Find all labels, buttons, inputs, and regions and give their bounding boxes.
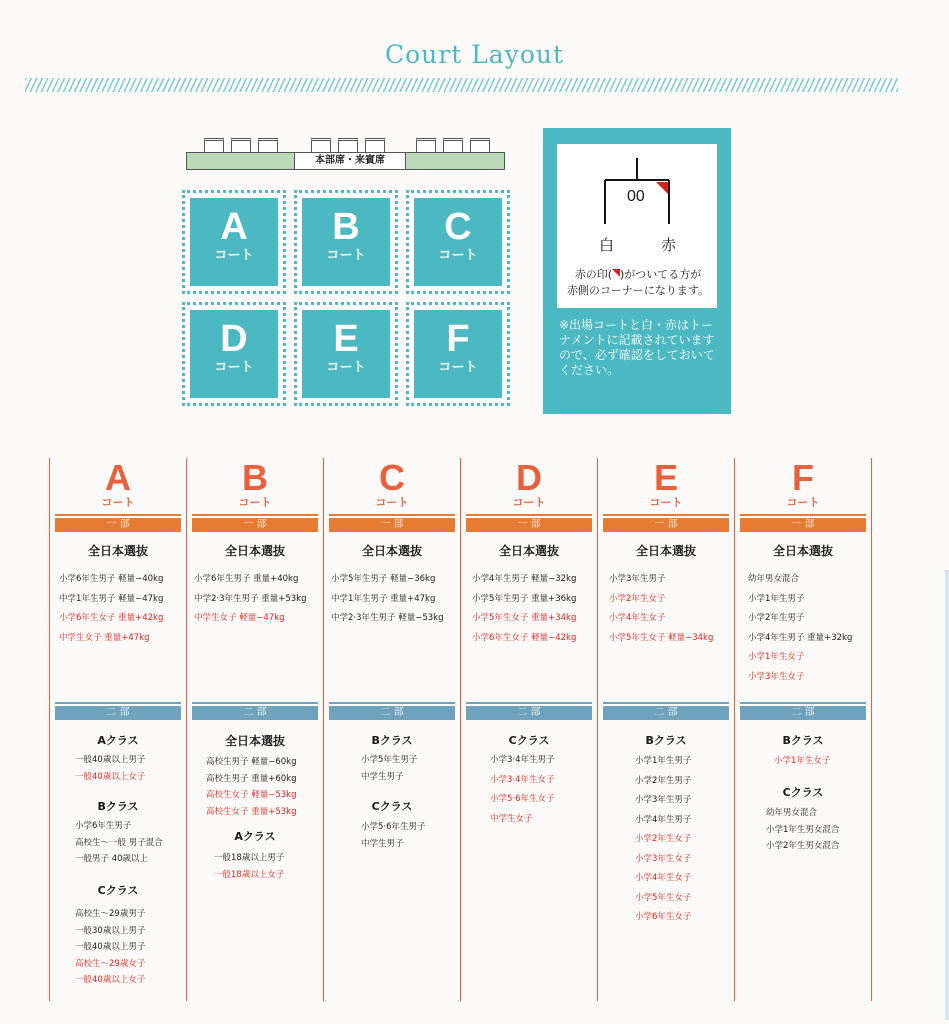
list-item: 中学生女子 重量+47kg — [59, 632, 150, 643]
class-title: Bクラス — [97, 800, 139, 813]
list-item: 一般30歳以上男子 — [75, 925, 146, 936]
info-note: ※出場コートと白・赤はトーナメントに記載されていますので、必ず確認をしておいてください。 — [559, 318, 715, 377]
column-letter: D — [516, 457, 542, 498]
chair-icon — [231, 138, 251, 153]
class-title: Cクラス — [371, 800, 413, 813]
part2-items — [490, 751, 616, 829]
part2-items — [766, 805, 892, 855]
column-f — [740, 458, 866, 1001]
list-item: 高校生男子 軽量−60kg — [206, 757, 297, 767]
court-c-mat — [414, 198, 502, 286]
list-item: 小学2年生女子 — [609, 593, 666, 604]
page-title: Court Layout — [384, 40, 565, 69]
column-divider — [460, 458, 461, 1001]
column-b — [192, 458, 318, 1001]
part1-title: 全日本選抜 — [498, 544, 559, 558]
list-item: 小学2年生女子 — [635, 834, 692, 844]
list-item: 中学1年生男子 重量+47kg — [331, 593, 436, 604]
column-d — [466, 458, 592, 1001]
part2-bar: 二 部 — [192, 704, 318, 720]
court-sub: コート — [326, 359, 366, 374]
list-item: 中学2·3年生男子 軽量−53kg — [331, 613, 444, 623]
chair-icon — [443, 138, 463, 153]
column-letter: A — [105, 457, 131, 498]
list-item: 小学5年生男子 軽量−36kg — [331, 574, 436, 584]
part1-bar: 一 部 — [192, 516, 318, 532]
part1-bar: 一 部 — [55, 516, 181, 532]
part1-items — [59, 570, 185, 648]
list-item: 小学4年生男子 重量+32kg — [748, 632, 853, 643]
list-item: 小学3年生女子 — [635, 853, 692, 864]
column-letter: E — [653, 457, 678, 498]
list-item: 小学5年生女子 軽量−34kg — [609, 632, 714, 643]
list-item: 小学6年生男子 — [75, 821, 132, 831]
list-item: 一般40歳以上男子 — [75, 755, 146, 765]
part2-bar: 二 部 — [466, 704, 592, 720]
info-box — [543, 128, 731, 414]
court-c — [406, 190, 510, 294]
part1-bar: 一 部 — [740, 516, 866, 532]
part1-title: 全日本選抜 — [224, 544, 285, 558]
list-item: 高校生〜29歳女子 — [75, 958, 146, 969]
white-side-label: 白 — [599, 236, 615, 254]
class-title: Cクラス — [508, 734, 550, 747]
court-sub: コート — [214, 359, 254, 374]
part2-items — [206, 754, 332, 820]
list-item: 小学3年生男子 — [609, 574, 666, 584]
court-letter: F — [446, 318, 470, 360]
class-title: 全日本選抜 — [224, 734, 285, 748]
list-item: 小学2年生男子 — [635, 775, 692, 786]
court-letter: E — [333, 318, 359, 360]
class-title: Aクラス — [234, 830, 276, 843]
column-sub: コート — [649, 496, 683, 509]
class-title: Cクラス — [782, 786, 824, 799]
list-item: 中学生女子 軽量−47kg — [194, 613, 285, 623]
part2-bar: 二 部 — [55, 704, 181, 720]
list-item: 小学1年生男女混合 — [766, 824, 840, 835]
court-f — [406, 302, 510, 406]
list-item: 一般18歳以上男子 — [214, 853, 285, 863]
list-item: 高校生〜一般 男子混合 — [75, 837, 163, 848]
court-letter: B — [332, 206, 360, 248]
court-sub: コート — [438, 359, 478, 374]
court-letter: A — [220, 206, 248, 248]
part1-bar: 一 部 — [466, 516, 592, 532]
part2-bar: 二 部 — [329, 704, 455, 720]
info-description — [563, 267, 713, 299]
list-item: 小学3·4年生男子 — [490, 755, 555, 765]
part2-items — [75, 818, 201, 868]
part1-title: 全日本選抜 — [87, 544, 148, 558]
desc-post: )がついてる方が — [620, 268, 702, 281]
chair-icon — [311, 138, 331, 153]
chair-icon — [258, 138, 278, 153]
list-item: 小学5·6年生女子 — [490, 794, 555, 804]
chair-icon — [338, 138, 358, 153]
info-legend — [557, 144, 717, 308]
list-item: 小学5年生女子 重量+34kg — [472, 613, 577, 623]
list-item: 小学5年生女子 — [635, 892, 692, 903]
column-sub: コート — [101, 496, 135, 509]
bracket-number: 00 — [627, 188, 645, 205]
chair-icon — [365, 138, 385, 153]
column-letter: C — [379, 457, 405, 498]
court-sub: コート — [326, 247, 366, 262]
part1-title: 全日本選抜 — [361, 544, 422, 558]
list-item: 小学2年生男子 — [748, 613, 805, 623]
part2-bar: 二 部 — [740, 704, 866, 720]
hatch-divider — [25, 78, 898, 92]
list-item: 小学3年生男子 — [635, 795, 692, 805]
part1-items — [472, 570, 598, 648]
list-item: 小学6年生女子 — [635, 912, 692, 922]
desc-pre: 赤の印( — [574, 268, 612, 281]
list-item: 小学3·4年生女子 — [490, 774, 555, 785]
class-title: Bクラス — [371, 734, 413, 747]
court-b — [294, 190, 398, 294]
column-a — [55, 458, 181, 1001]
part1-bar: 一 部 — [329, 516, 455, 532]
part1-items — [331, 570, 457, 629]
list-item: 小学5·6年生男子 — [361, 822, 426, 832]
part2-items — [774, 752, 900, 772]
red-mark-icon — [612, 269, 620, 277]
list-item: 中学2·3年生男子 重量+53kg — [194, 593, 307, 604]
headquarters-label: 本部席・来賓席 — [294, 152, 406, 170]
court-f-mat — [414, 310, 502, 398]
desc-line2: 赤側のコーナーになります。 — [566, 284, 710, 297]
chair-icon — [416, 138, 436, 153]
list-item: 小学2年生男女混合 — [766, 841, 840, 851]
column-letter: B — [242, 457, 268, 498]
part2-items — [75, 752, 201, 785]
list-item: 中学生男子 — [361, 838, 404, 849]
list-item: 小学1年生男子 — [635, 756, 692, 766]
list-item: 小学5年生男子 重量+36kg — [472, 593, 577, 604]
court-d-mat — [190, 310, 278, 398]
right-edge-strip — [945, 570, 949, 1020]
court-sub: コート — [438, 247, 478, 262]
list-item: 小学6年生女子 重量+42kg — [59, 613, 164, 623]
list-item: 高校生〜29歳男子 — [75, 909, 146, 919]
column-sub: コート — [512, 496, 546, 509]
column-sub: コート — [375, 496, 409, 509]
column-sub: コート — [786, 496, 820, 509]
part2-bar: 二 部 — [603, 704, 729, 720]
list-item: 小学3年生女子 — [748, 671, 805, 682]
court-a — [182, 190, 286, 294]
list-item: 一般40歳以上女子 — [75, 771, 146, 782]
chair-icon — [204, 138, 224, 153]
part1-items — [748, 570, 874, 687]
class-title: Bクラス — [645, 734, 687, 747]
list-item: 中学生女子 — [490, 813, 533, 824]
list-item: 小学1年生女子 — [774, 756, 831, 766]
column-divider — [323, 458, 324, 1001]
part2-items — [214, 850, 340, 883]
part1-bar: 一 部 — [603, 516, 729, 532]
court-e — [294, 302, 398, 406]
part1-items — [194, 570, 320, 629]
list-item: 一般男子 40歳以上 — [75, 854, 149, 864]
court-letter: D — [220, 318, 248, 360]
part1-title: 全日本選抜 — [635, 544, 696, 558]
list-item: 高校生女子 重量+53kg — [206, 806, 297, 817]
court-e-mat — [302, 310, 390, 398]
column-divider — [871, 458, 872, 1001]
list-item: 小学4年生男子 軽量−32kg — [472, 574, 577, 584]
class-title: Aクラス — [97, 734, 139, 747]
part1-title: 全日本選抜 — [772, 544, 833, 558]
list-item: 一般40歳以上女子 — [75, 975, 146, 985]
list-item: 小学1年生女子 — [748, 652, 805, 662]
list-item: 小学4年生女子 — [635, 873, 692, 883]
column-letter: F — [792, 457, 814, 498]
list-item: 中学1年生男子 軽量−47kg — [59, 593, 164, 604]
list-item: 幼年男女混合 — [766, 808, 818, 818]
list-item: 高校生女子 軽量−53kg — [206, 790, 297, 800]
column-divider — [597, 458, 598, 1001]
list-item: 一般18歳以上女子 — [214, 869, 285, 880]
class-title: Bクラス — [782, 734, 824, 747]
court-a-mat — [190, 198, 278, 286]
list-item: 一般40歳以上男子 — [75, 942, 146, 952]
red-side-label: 赤 — [661, 236, 677, 254]
column-e — [603, 458, 729, 1001]
list-item: 高校生男子 重量+60kg — [206, 773, 297, 784]
list-item: 小学6年生男子 軽量−40kg — [59, 574, 164, 584]
class-title: Cクラス — [97, 884, 139, 897]
column-c — [329, 458, 455, 1001]
list-item: 幼年男女混合 — [748, 574, 800, 584]
red-corner-icon — [656, 182, 668, 194]
court-letter: C — [444, 206, 472, 248]
court-b-mat — [302, 198, 390, 286]
list-item: 中学生男子 — [361, 771, 404, 782]
list-item: 小学4年生男子 — [635, 814, 692, 825]
list-item: 小学4年生女子 — [609, 613, 666, 623]
part1-items — [609, 570, 735, 648]
part2-items — [75, 906, 201, 989]
court-d — [182, 302, 286, 406]
column-sub: コート — [238, 496, 272, 509]
column-divider — [49, 458, 50, 1001]
list-item: 小学6年生女子 軽量−42kg — [472, 632, 577, 643]
list-item: 小学1年生男子 — [748, 593, 805, 604]
court-sub: コート — [214, 247, 254, 262]
list-item: 小学6年生男子 重量+40kg — [194, 574, 299, 584]
chair-icon — [470, 138, 490, 153]
list-item: 小学5年生男子 — [361, 755, 418, 765]
